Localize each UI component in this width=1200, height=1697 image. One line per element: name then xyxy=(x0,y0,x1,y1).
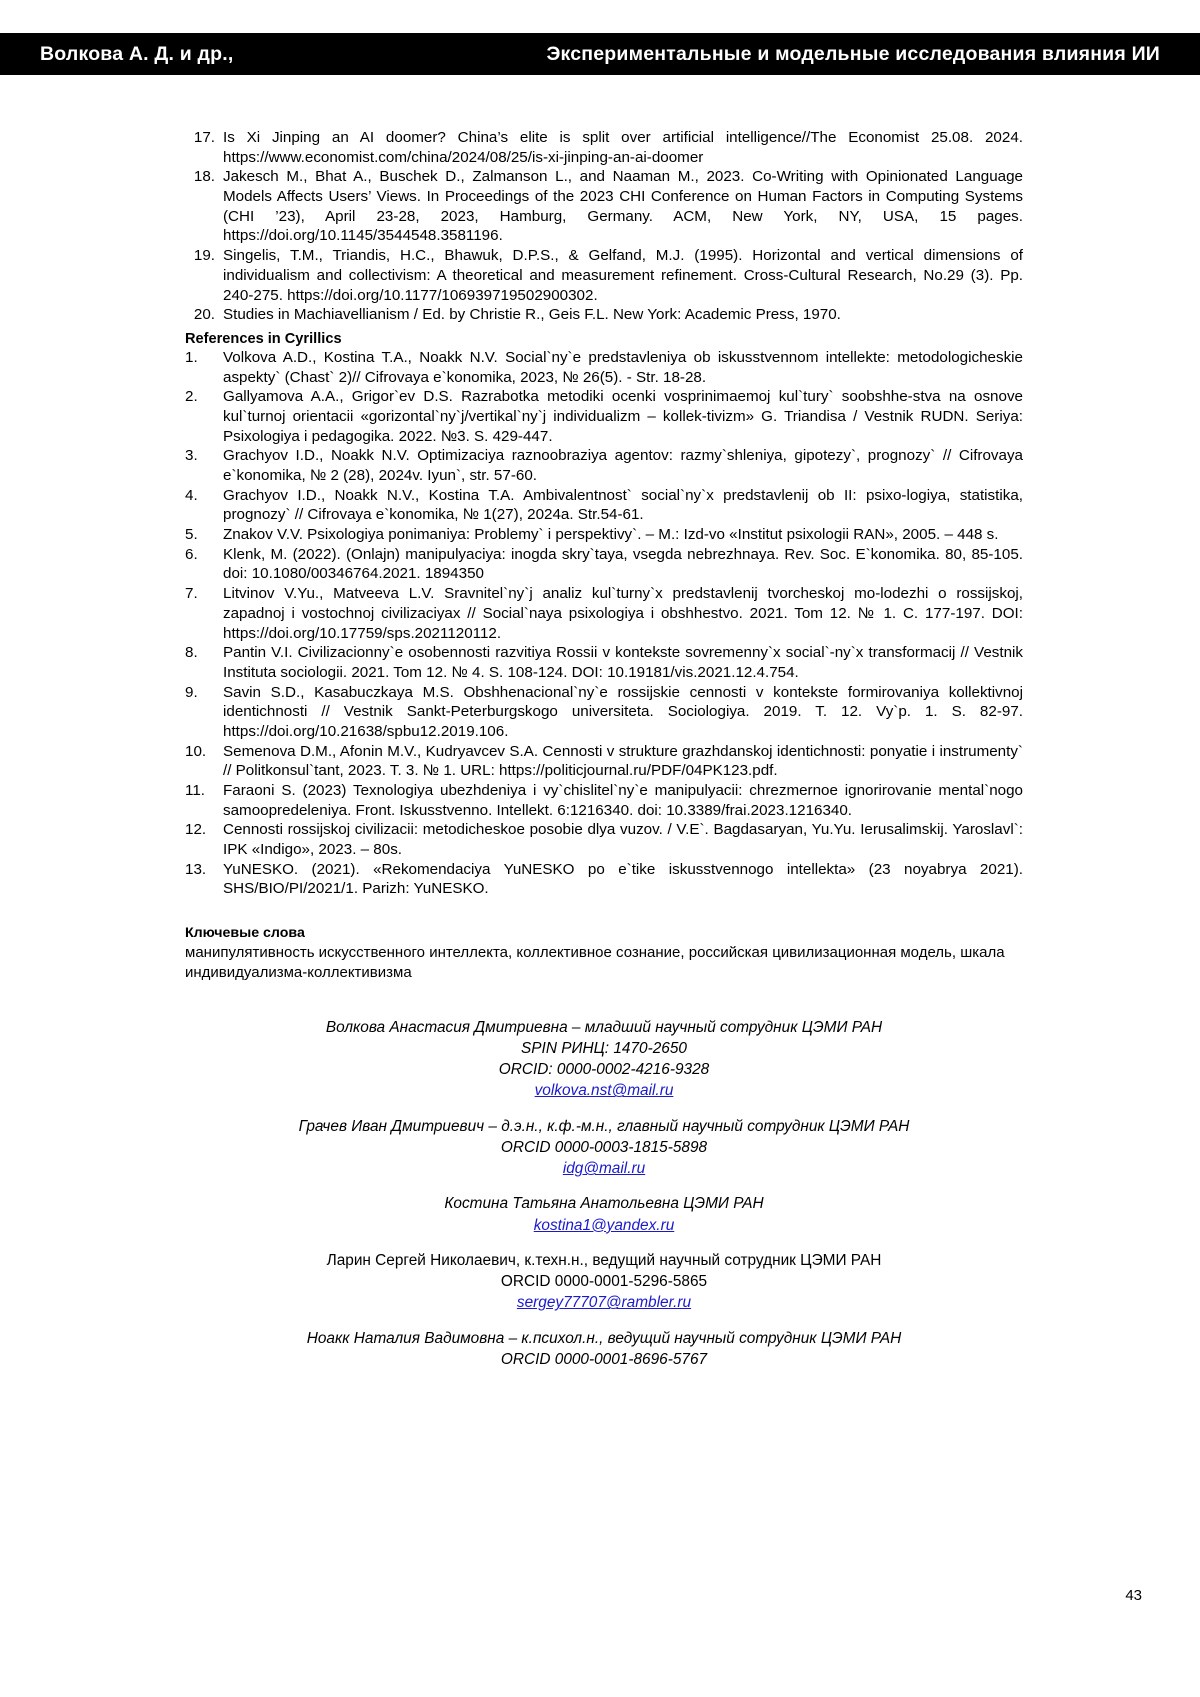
list-item xyxy=(185,584,1023,643)
reference-text: Semenova D.M., Afonin M.V., Kudryavcev S.A. Cennosti v strukture grazhdanskoj identichnosti: ponyatie i instrumenty` // Politkonsul`tant, 2023. T. 3. № 1. URL: https://politicjournal.ru/PDF/04PK123.pdf. xyxy=(223,742,1023,780)
keywords-block xyxy=(185,925,1023,983)
cyrillic-references-heading: References in Cyrillics xyxy=(185,330,342,347)
author-name: Волкова Анастасия Дмитриевна – младший научный сотрудник ЦЭМИ РАН xyxy=(325,1018,883,1036)
reference-number: 6. xyxy=(185,545,198,563)
reference-number: 11. xyxy=(185,782,205,799)
page-content xyxy=(185,128,1023,1384)
author-entry xyxy=(185,1017,1023,1102)
author-email-link[interactable]: sergey77707@rambler.ru xyxy=(516,1294,692,1312)
reference-text: Klenk, M. (2022). (Onlajn) manipulyaciya: inogda skry`taya, vsegda nebrezhnaya. Rev. Soc. E`konomika. 80, 85-105. doi: 10.1080/00346764.2021. 1894350 xyxy=(223,545,1023,583)
reference-text: Is Xi Jinping an AI doomer? China’s elite is split over artificial intelligence//The Economist 25.08. 2024. https://www.economist.com/china/2024/08/25/is-xi-jinping-an-ai-doomer xyxy=(223,129,1023,166)
author-email-link[interactable]: volkova.nst@mail.ru xyxy=(534,1082,674,1100)
list-item xyxy=(185,860,1023,899)
reference-text: Grachyov I.D., Noakk N.V., Kostina T.A. Ambivalentnost` social`ny`x predstavlenij ob II: psixo-logiya, statistika, prognozy` // Cifrovaya e`konomika, № 1(27), 2024a. Str.54-61. xyxy=(223,486,1023,524)
reference-text: Pantin V.I. Civilizacionny`e osobennosti razvitiya Rossii v kontekste sovremenny`x social`-ny`x transformacij // Vestnik Instituta sociologii. 2021. Tom 12. № 4. S. 108-124. DOI: 10.19181/vis.2021.12.4.754. xyxy=(223,644,1023,681)
author-orcid: ORCID 0000-0001-8696-5767 xyxy=(500,1350,708,1368)
reference-text: YuNESKO. (2021). «Rekomendaciya YuNESKO po e`tike iskusstvennogo intellekta» (23 noyabrya 2021). SHS/BIO/PI/2021/1. Parizh: YuNESKO. xyxy=(223,860,1023,898)
reference-text: Jakesch M., Bhat A., Buschek D., Zalmanson L., and Naaman M., 2023. Co-Writing with Opinionated Language Models Affects Users’ Views. In Proceedings of the 2023 CHI Conference on Human Factors in Computing Systems (CHI ’23), April 23-28, 2023, Hamburg, Germany. ACM, New York, NY, USA, 15 pages. https://doi.org/10.1145/3544548.3581196. xyxy=(223,168,1023,245)
author-name: Костина Татьяна Анатольевна ЦЭМИ РАН xyxy=(444,1195,764,1213)
author-orcid: ORCID 0000-0001-5296-5865 xyxy=(500,1273,708,1291)
list-item xyxy=(185,820,1023,859)
reference-text: Litvinov V.Yu., Matveeva L.V. Sravnitel`ny`j analiz kul`turny`x predstavlenij tvorcheskoj mo-lodezhi o rossijskoj, zapadnoj i vostochnoj civilizaciyax // Social`naya psixologiya i obshhestvo. 2021. Tom 12. № 1. C. 177-197. DOI: https://doi.org/10.17759/sps.2021120112. xyxy=(223,585,1023,642)
reference-number: 20. xyxy=(193,306,215,324)
reference-number: 7. xyxy=(185,585,198,603)
author-info-block xyxy=(185,1017,1023,1371)
reference-text: Znakov V.V. Psixologiya ponimaniya: Problemy` i perspektivy`. – M.: Izd-vo «Institut psixologii RAN», 2005. – 448 s. xyxy=(223,526,999,544)
list-item xyxy=(185,167,1023,246)
author-orcid: ORCID: 0000-0002-4216-9328 xyxy=(498,1061,710,1079)
reference-text: Studies in Machiavellianism / Ed. by Christie R., Geis F.L. New York: Academic Press, 1970. xyxy=(223,306,841,324)
reference-number: 17. xyxy=(193,129,215,146)
list-item xyxy=(185,246,1023,305)
reference-number: 5. xyxy=(185,526,198,544)
reference-number: 12. xyxy=(185,821,207,839)
reference-number: 19. xyxy=(193,247,215,265)
author-entry xyxy=(185,1193,1023,1236)
reference-text: Cennosti rossijskoj civilizacii: metodicheskoe posobie dlya vuzov. / V.E`. Bagdasaryan, Yu.Yu. Ierusalimskij. Yaroslavl`: IPK «Indigo», 2023. – 80s. xyxy=(223,821,1023,859)
author-name: Ноакк Наталия Вадимовна – к.психол.н., ведущий научный сотрудник ЦЭМИ РАН xyxy=(306,1329,902,1347)
running-header-author: Волкова А. Д. и др., xyxy=(40,42,234,65)
reference-text: Volkova A.D., Kostina T.A., Noakk N.V. Social`ny`e predstavleniya ob iskusstvennom intellekte: metodologicheskie aspekty` (Chast` 2)// Cifrovaya e`konomika, 2023, № 26(5). - Str. 18-28. xyxy=(223,348,1023,386)
reference-number: 3. xyxy=(185,447,198,465)
author-name: Ларин Сергей Николаевич, к.техн.н., ведущий научный сотрудник ЦЭМИ РАН xyxy=(326,1251,882,1269)
list-item xyxy=(185,545,1023,584)
list-item xyxy=(185,486,1023,525)
reference-text: Gallyamova A.A., Grigor`ev D.S. Razrabotka metodiki ocenki vosprinimaemoj kul`tury` soobshhe-stva na osnove kul`turnoj orientacii «gorizontal`ny`j/vertikal`ny`j individualizm – kollek-tivizm» G. Triandisa / Vestnik RUDN. Seriya: Psixologiya i pedagogika. 2022. №3. S. 429-447. xyxy=(223,388,1023,445)
keywords-text: манипулятивность искусственного интеллекта, коллективное сознание, российская цивилизационная модель, шкала индивидуализма-коллективизма xyxy=(185,944,1005,981)
list-item xyxy=(185,387,1023,446)
reference-text: Singelis, T.M., Triandis, H.C., Bhawuk, D.P.S., & Gelfand, M.J. (1995). Horizontal and vertical dimensions of individualism and collectivism: A theoretical and measurement refinement. Cross-Cultural Research, No.29 (3). Pp. 240-275. https://doi.org/10.1177/106939719502900302. xyxy=(223,247,1023,304)
author-entry xyxy=(185,1328,1023,1371)
page-number: 43 xyxy=(1125,1587,1142,1604)
author-email-link[interactable]: kostina1@yandex.ru xyxy=(533,1216,675,1234)
reference-text: Grachyov I.D., Noakk N.V. Optimizaciya raznoobraziya agentov: razmy`shleniya, gipotezy`, prognozy` // Cifrovaya e`konomika, № 2 (28), 2024v. Iyun`, str. 57-60. xyxy=(223,447,1023,484)
reference-text: Faraoni S. (2023) Texnologiya ubezhdeniya i vy`chislitel`ny`e manipulyacii: chrezmernoe ignorirovanie mental`nogo samoopredeleniya. Front. Iskusstvenno. Intellekt. 6:1216340. doi: 10.3389/frai.2023.1216340. xyxy=(223,782,1023,819)
reference-number: 4. xyxy=(185,486,198,504)
running-header xyxy=(0,33,1200,75)
list-item xyxy=(185,683,1023,742)
reference-text: Savin S.D., Kasabuczkaya M.S. Obshhenacional`ny`e rossijskie cennosti v kontekste formirovaniya kollektivnoj identichnosti // Vestnik Sankt-Peterburgskogo universiteta. Sociologiya. 2019. T. 12. Vy`p. 1. S. 82-97. https://doi.org/10.21638/spbu12.2019.106. xyxy=(223,683,1023,740)
reference-number: 13. xyxy=(185,860,207,878)
list-item xyxy=(185,348,1023,387)
reference-number: 18. xyxy=(193,168,215,186)
author-email-link[interactable]: idg@mail.ru xyxy=(562,1160,646,1178)
reference-number: 10. xyxy=(185,742,207,760)
reference-number: 1. xyxy=(185,348,198,366)
author-entry xyxy=(185,1116,1023,1180)
list-item xyxy=(185,305,1023,325)
reference-number: 2. xyxy=(185,388,198,406)
list-item xyxy=(185,742,1023,781)
author-entry xyxy=(185,1250,1023,1314)
latin-references-list xyxy=(185,128,1023,325)
author-spin: SPIN РИНЦ: 1470-2650 xyxy=(521,1039,687,1057)
author-name: Грачев Иван Дмитриевич – д.э.н., к.ф.-м.н., главный научный сотрудник ЦЭМИ РАН xyxy=(298,1117,910,1135)
list-item xyxy=(185,446,1023,485)
reference-number: 8. xyxy=(185,644,198,662)
running-header-title: Экспериментальные и модельные исследования влияния ИИ xyxy=(546,42,1160,65)
keywords-title: Ключевые слова xyxy=(185,925,305,942)
list-item xyxy=(185,781,1023,820)
reference-number: 9. xyxy=(185,683,198,701)
cyrillic-references-list xyxy=(185,348,1023,899)
list-item xyxy=(185,128,1023,167)
list-item xyxy=(185,643,1023,682)
list-item xyxy=(185,525,1023,545)
author-orcid: ORCID 0000-0003-1815-5898 xyxy=(500,1138,708,1156)
